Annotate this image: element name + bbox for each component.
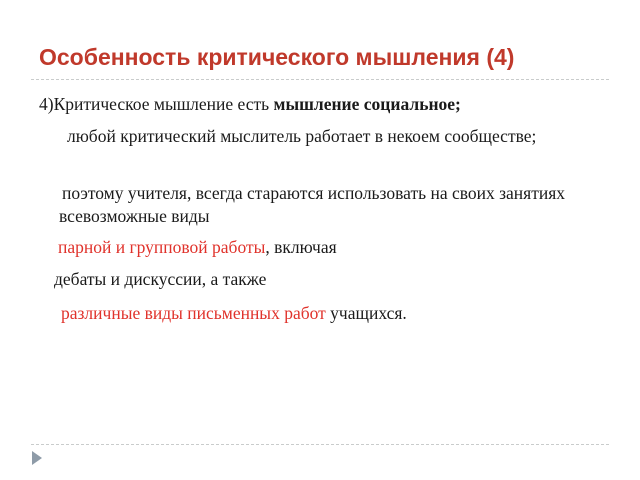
- paragraph-community: любой критический мыслитель работает в некоем сообществе;: [67, 126, 537, 146]
- title-divider: [31, 79, 609, 80]
- point-4-line: [39, 93, 461, 116]
- written-work-line: [61, 302, 407, 325]
- group-work-highlight: парной и групповой работы: [58, 237, 266, 257]
- paragraph-teachers: поэтому учителя, всегда стараются использовать на своих занятиях всевозможные виды: [59, 183, 566, 226]
- point-4-prefix: 4)Критическое мышление есть: [39, 94, 274, 114]
- slide-title: Особенность критического мышления (4): [39, 44, 515, 70]
- point-4-emphasis: мышление социальное;: [273, 94, 461, 114]
- nav-arrow-icon[interactable]: [32, 451, 42, 465]
- footer-divider: [31, 444, 609, 445]
- group-work-line: [58, 236, 337, 259]
- written-work-rest: учащихся.: [325, 303, 407, 323]
- written-work-highlight: различные виды письменных работ: [61, 303, 326, 323]
- debates-line: дебаты и дискуссии, а также: [54, 269, 267, 289]
- group-work-rest: , включая: [265, 237, 337, 257]
